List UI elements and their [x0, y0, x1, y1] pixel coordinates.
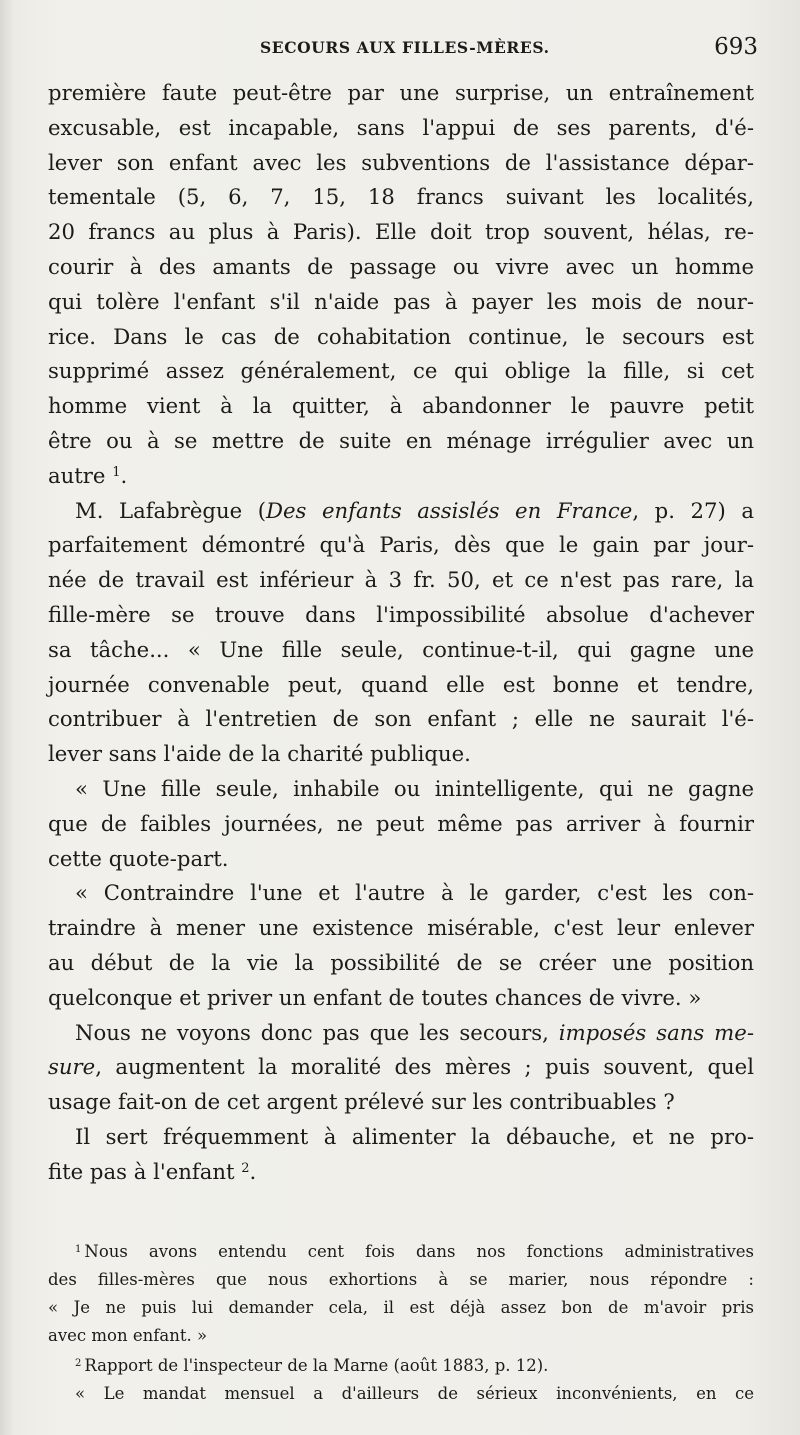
text-line: [48, 1016, 754, 1051]
footnote-ref: 2: [241, 1160, 250, 1176]
text-line: rice. Dans le cas de cohabitation continue, le secours est: [48, 323, 754, 349]
text-line: née de travail est inférieur à 3 fr. 50, et ce n'est pas rare, la: [48, 567, 754, 593]
text-line: journée convenable peut, quand elle est bonne et tendre,: [48, 671, 754, 697]
text-line: Il sert fréquemment à alimenter la débauche, et ne pro-: [75, 1123, 754, 1149]
italic-phrase: imposés sans me-: [558, 1019, 754, 1045]
text-fragment: fite pas à l'enfant: [48, 1158, 235, 1184]
footnotes: [48, 1236, 754, 1408]
text-line: [48, 1155, 754, 1190]
text-line: tementale (5, 6, 7, 15, 18 francs suivant les localités,: [48, 184, 754, 210]
text-line: « Contraindre l'une et l'autre à le garder, c'est les con-: [75, 880, 754, 906]
text-fragment: autre: [48, 462, 106, 488]
page-header: [48, 34, 758, 66]
italic-phrase: sure: [48, 1054, 96, 1080]
text-line: homme vient à la quitter, à abandonner le pauvre petit: [48, 393, 754, 419]
footnote-line: « Je ne puis lui demander cela, il est déjà assez bon de m'avoir pris: [48, 1298, 754, 1317]
text-line: traindre à mener une existence misérable, c'est leur enlever: [48, 915, 754, 941]
text-line: lever sans l'aide de la charité publique.: [48, 741, 471, 767]
paragraph: [48, 876, 754, 1015]
text-line: [48, 1050, 754, 1085]
footnote-ref: 1: [112, 464, 121, 480]
text-line: que de faibles journées, ne peut même pas arriver à fournir: [48, 810, 754, 836]
paragraph: [48, 1016, 754, 1120]
text-fragment: , p. 27) a: [632, 497, 754, 523]
text-line: supprimé assez généralement, ce qui oblige la fille, si cet: [48, 358, 754, 384]
text-fragment: Nous avons entendu cent fois dans nos fonctions administratives: [84, 1242, 754, 1261]
footnote-line: [48, 1236, 754, 1266]
text-line: au début de la vie la possibilité de se créer une position: [48, 949, 754, 975]
running-head: SECOURS AUX FILLES-MÈRES.: [260, 38, 550, 57]
paragraph: [48, 76, 754, 494]
footnote-marker: 1: [75, 1244, 82, 1255]
text-line: [48, 459, 754, 494]
text-line: qui tolère l'enfant s'il n'aide pas à payer les mois de nour-: [48, 288, 754, 314]
footnote-line: des filles-mères que nous exhortions à se marier, nous répondre :: [48, 1270, 754, 1289]
text-line: première faute peut-être par une surprise, un entraînement: [48, 80, 754, 105]
text-fragment: Rapport de l'inspecteur de la Marne (août 1883, p. 12).: [84, 1356, 549, 1375]
cited-title: Des enfants assislés en France: [266, 497, 633, 523]
footnote-line: [48, 1350, 754, 1380]
text-line: 20 francs au plus à Paris). Elle doit trop souvent, hélas, re-: [48, 219, 754, 245]
punctuation: .: [120, 462, 128, 488]
text-line: courir à des amants de passage ou vivre avec un homme: [48, 253, 754, 279]
paragraph: [48, 494, 754, 772]
footnote-line: « Le mandat mensuel a d'ailleurs de sérieux inconvénients, en ce: [75, 1384, 754, 1403]
paragraph: [48, 772, 754, 876]
text-line: sa tâche... « Une fille seule, continue-t-il, qui gagne une: [48, 636, 754, 662]
text-line: être ou à se mettre de suite en ménage irrégulier avec un: [48, 427, 754, 453]
text-line: lever son enfant avec les subventions de l'assistance dépar-: [48, 149, 754, 175]
text-fragment: Nous ne voyons donc pas que les secours,: [75, 1019, 559, 1045]
text-line: parfaitement démontré qu'à Paris, dès que le gain par jour-: [48, 532, 754, 558]
text-line: usage fait-on de cet argent prélevé sur les contribuables ?: [48, 1089, 675, 1115]
footnote: [48, 1236, 754, 1350]
text-line: excusable, est incapable, sans l'appui de ses parents, d'é-: [48, 114, 754, 140]
footnote: [48, 1350, 754, 1408]
footnote-marker: 2: [75, 1358, 82, 1369]
punctuation: .: [249, 1158, 257, 1184]
text-fragment: , augmentent la moralité des mères ; puis souvent, quel: [95, 1054, 754, 1080]
text-line: contribuer à l'entretien de son enfant ; elle ne saurait l'é-: [48, 706, 754, 732]
page-number: 693: [714, 34, 758, 60]
body-text: [48, 76, 754, 1190]
text-line: fille-mère se trouve dans l'impossibilité absolue d'achever: [48, 601, 754, 627]
text-line: « Une fille seule, inhabile ou inintelligente, qui ne gagne: [75, 775, 754, 801]
footnote-line: avec mon enfant. »: [48, 1326, 208, 1345]
paragraph: [48, 1120, 754, 1190]
text-line: [48, 494, 754, 529]
text-line: quelconque et priver un enfant de toutes chances de vivre. »: [48, 984, 702, 1010]
text-fragment: M. Lafabrègue (: [75, 497, 267, 523]
text-line: cette quote-part.: [48, 845, 229, 871]
